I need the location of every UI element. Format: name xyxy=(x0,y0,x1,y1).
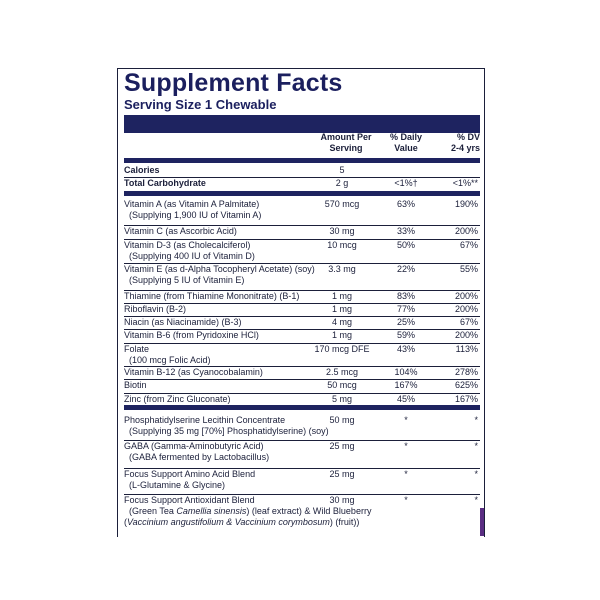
nutrient-amount: 1 mg xyxy=(331,304,352,314)
header-divider xyxy=(124,158,480,163)
nutrient-dv: 25% xyxy=(396,317,415,327)
row-divider xyxy=(124,316,480,317)
amount-header-line1: Amount Per xyxy=(320,132,372,142)
nutrient-dv-kids: 200% xyxy=(454,304,478,314)
nutrient-dv: 63% xyxy=(396,199,415,209)
nutrient-amount: 170 mcg DFE xyxy=(314,344,370,354)
nutrient-name: Folate (100 mcg Folic Acid) xyxy=(124,344,211,365)
nutrient-amount: 50 mcg xyxy=(327,380,357,390)
nutrient-dv: 104% xyxy=(394,367,418,377)
supplement-facts-panel xyxy=(117,68,485,537)
blend-name: GABA (Gamma-Aminobutyric Acid) (GABA fermented by Lactobacillus) xyxy=(124,441,270,462)
blend-amount: 25 mg xyxy=(329,469,355,479)
row-divider xyxy=(124,329,480,330)
kids-dv-column-header xyxy=(440,132,480,154)
row-divider xyxy=(124,366,480,367)
nutrient-dv-kids: 278% xyxy=(454,367,478,377)
nutrient-name: Biotin xyxy=(124,380,147,390)
row-divider xyxy=(124,440,480,441)
blend-dv: * xyxy=(404,441,408,451)
row-divider xyxy=(124,393,480,394)
nutrient-dv: 59% xyxy=(396,330,415,340)
nutrient-amount: 570 mcg xyxy=(324,199,360,209)
kids-dv-header-line2: 2-4 yrs xyxy=(450,143,480,153)
blend-name: Focus Support Antioxidant Blend (Green Tea Camellia sinensis) (leaf extract) & Wild Blueberry (Vaccinium angustifolium & Vaccinium corymbosum) (fruit)) xyxy=(124,495,372,527)
nutrient-name: Zinc (from Zinc Gluconate) xyxy=(124,394,231,404)
dv-header-line1: % Daily xyxy=(389,132,422,142)
nutrient-amount: 5 mg xyxy=(331,394,352,404)
nutrient-name: Vitamin C (as Ascorbic Acid) xyxy=(124,226,237,236)
nutrient-dv: 167% xyxy=(394,380,418,390)
row-divider xyxy=(124,494,480,495)
nutrient-name: Vitamin B-6 (from Pyridoxine HCl) xyxy=(124,330,259,340)
nutrient-name: Vitamin A (as Vitamin A Palmitate) (Supplying 1,900 IU of Vitamin A) xyxy=(124,199,262,220)
edge-accent xyxy=(480,508,484,536)
row-divider xyxy=(124,303,480,304)
nutrient-dv-kids: 200% xyxy=(454,330,478,340)
kids-dv-header-line1: % DV xyxy=(456,132,480,142)
nutrient-amount: 1 mg xyxy=(331,330,352,340)
nutrient-dv-kids: 200% xyxy=(454,226,478,236)
blend-amount: 25 mg xyxy=(329,441,355,451)
daily-value-column-header xyxy=(386,132,426,154)
section-divider xyxy=(124,405,480,410)
nutrient-name: Vitamin D-3 (as Cholecalciferol) (Supplying 400 IU of Vitamin D) xyxy=(124,240,255,261)
nutrient-dv: 45% xyxy=(396,394,415,404)
nutrient-dv-kids: 55% xyxy=(459,264,478,274)
blend-dv-kids: * xyxy=(474,441,478,451)
blend-dv: * xyxy=(404,415,408,425)
carbohydrate-dv: <1%† xyxy=(394,178,418,188)
nutrient-dv-kids: 167% xyxy=(454,394,478,404)
carbohydrate-dv-kids: <1%** xyxy=(452,178,478,188)
calories-amount: 5 xyxy=(339,165,345,175)
blend-name: Phosphatidylserine Lecithin Concentrate (Supplying 35 mg [70%] Phosphatidylserine) (soy) xyxy=(124,415,329,436)
blend-dv: * xyxy=(404,469,408,479)
nutrient-amount: 4 mg xyxy=(331,317,352,327)
nutrient-name: Vitamin B-12 (as Cyanocobalamin) xyxy=(124,367,263,377)
nutrient-dv: 43% xyxy=(396,344,415,354)
nutrient-dv: 33% xyxy=(396,226,415,236)
nutrient-dv: 50% xyxy=(396,240,415,250)
calories-label: Calories xyxy=(124,165,160,175)
dv-header-line2: Value xyxy=(394,143,418,153)
row-divider xyxy=(124,290,480,291)
blend-name: Focus Support Amino Acid Blend (L-Glutamine & Glycine) xyxy=(124,469,256,490)
serving-size: Serving Size 1 Chewable xyxy=(124,97,277,112)
row-divider xyxy=(124,468,480,469)
nutrient-amount: 10 mcg xyxy=(327,240,357,250)
nutrient-name: Riboflavin (B-2) xyxy=(124,304,187,314)
carbohydrate-label: Total Carbohydrate xyxy=(124,178,206,188)
amount-header-line2: Serving xyxy=(329,143,363,153)
row-divider xyxy=(124,239,480,240)
nutrient-name: Niacin (as Niacinamide) (B-3) xyxy=(124,317,242,327)
nutrient-dv: 22% xyxy=(396,264,415,274)
blend-dv: * xyxy=(404,495,408,505)
blend-amount: 50 mg xyxy=(329,415,355,425)
nutrient-amount: 1 mg xyxy=(331,291,352,301)
blend-dv-kids: * xyxy=(474,495,478,505)
nutrient-dv-kids: 113% xyxy=(455,344,478,354)
nutrient-dv-kids: 190% xyxy=(454,199,478,209)
nutrient-dv-kids: 67% xyxy=(459,240,478,250)
nutrient-dv: 83% xyxy=(396,291,415,301)
nutrient-name: Thiamine (from Thiamine Mononitrate) (B-1) xyxy=(124,291,300,301)
header-bar xyxy=(124,115,480,133)
nutrient-dv-kids: 625% xyxy=(454,380,478,390)
blend-dv-kids: * xyxy=(474,415,478,425)
row-divider xyxy=(124,343,480,344)
carbohydrate-amount: 2 g xyxy=(335,178,349,188)
section-divider xyxy=(124,191,480,196)
row-divider xyxy=(124,225,480,226)
row-divider xyxy=(124,379,480,380)
nutrient-dv-kids: 200% xyxy=(454,291,478,301)
amount-column-header xyxy=(316,132,376,154)
blend-amount: 30 mg xyxy=(329,495,355,505)
nutrient-dv-kids: 67% xyxy=(459,317,478,327)
nutrient-name: Vitamin E (as d-Alpha Tocopheryl Acetate) (soy) (Supplying 5 IU of Vitamin E) xyxy=(124,264,315,285)
nutrient-amount: 3.3 mg xyxy=(328,264,356,274)
blend-dv-kids: * xyxy=(474,469,478,479)
nutrient-amount: 2.5 mcg xyxy=(325,367,358,377)
nutrient-amount: 30 mg xyxy=(329,226,355,236)
nutrient-dv: 77% xyxy=(396,304,415,314)
row-divider xyxy=(124,263,480,264)
panel-title: Supplement Facts xyxy=(124,69,343,97)
